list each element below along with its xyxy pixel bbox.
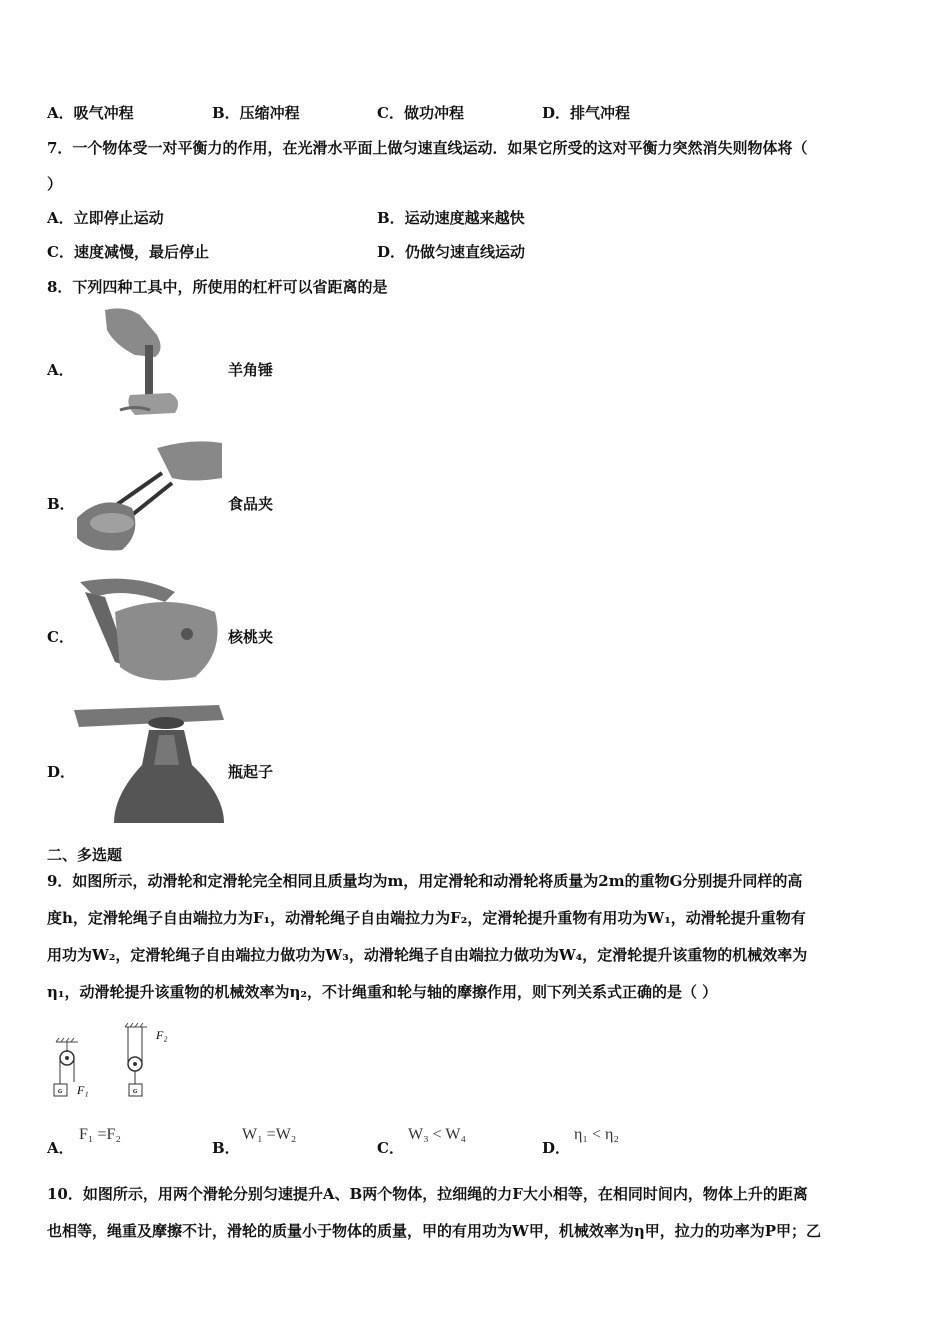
q8-option-b-name: 食品夹 [228, 495, 274, 513]
movable-pulley-weight-label: G [133, 1089, 138, 1095]
q7-stem-line2: ） [47, 175, 63, 193]
q10-stem-line2: 也相等，绳重及摩擦不计，滑轮的质量小于物体的质量，甲的有用功为W甲，机械效率为η甲，拉力的功率为P甲；乙 [47, 1222, 822, 1240]
q8-option-a-name: 羊角锤 [228, 361, 274, 379]
q9-option-d-letter: D． [542, 1139, 571, 1157]
q6-option-d: D．排气冲程 [542, 104, 631, 122]
q7-option-b: B．运动速度越来越快 [377, 209, 525, 227]
q6-option-b: B．压缩冲程 [212, 104, 300, 122]
q9-option-b-letter: B． [212, 1139, 240, 1157]
q8-stem: 8．下列四种工具中，所使用的杠杆可以省距离的是 [47, 278, 388, 296]
q9-option-d-formula: η₁ < η₂ [574, 1126, 619, 1143]
q9-stem-line1: 9．如图所示，动滑轮和定滑轮完全相同且质量均为m，用定滑轮和动滑轮将质量为2m的重物G分别提升同样的高 [47, 872, 803, 890]
pulley-diagram [50, 1022, 190, 1102]
nutcracker-image [75, 572, 225, 690]
q10-stem-line1: 10．如图所示，用两个滑轮分别匀速提升A、B两个物体，拉细绳的力F大小相等，在相同时间内，物体上升的距离 [47, 1185, 808, 1203]
q8-option-d-name: 瓶起子 [228, 763, 274, 781]
q8-option-d-letter: D． [47, 763, 76, 781]
food-tongs-image [72, 438, 227, 554]
q7-stem-line1: 7．一个物体受一对平衡力的作用，在光滑水平面上做匀速直线运动．如果它所受的这对平衡力突然消失则物体将（ [47, 139, 808, 157]
q7-option-d: D．仍做匀速直线运动 [377, 243, 526, 261]
q6-option-c: C．做功冲程 [377, 104, 464, 122]
section-title: 二、多选题 [47, 846, 123, 864]
f2-label: F₂ [156, 1028, 168, 1042]
bottle-opener-image [74, 705, 229, 823]
q8-option-c-name: 核桃夹 [228, 628, 274, 646]
q9-stem-line2: 度h，定滑轮绳子自由端拉力为F₁，动滑轮绳子自由端拉力为F₂，定滑轮提升重物有用功为W₁，动滑轮提升重物有 [47, 909, 806, 927]
claw-hammer-image [95, 305, 185, 423]
f1-label: F₁ [77, 1083, 89, 1097]
fixed-pulley-weight-label: G [58, 1089, 63, 1095]
q9-option-c-formula: W₃ < W₄ [408, 1126, 467, 1143]
q9-option-c-letter: C． [377, 1139, 404, 1157]
q6-option-a: A．吸气冲程 [47, 104, 134, 122]
q8-option-c-letter: C． [47, 628, 74, 646]
q9-option-a-letter: A． [47, 1139, 74, 1157]
q9-option-b-formula: W₁ =W₂ [242, 1126, 297, 1143]
q8-option-b-letter: B． [47, 495, 75, 513]
q9-stem-line3: 用功为W₂，定滑轮绳子自由端拉力做功为W₃，动滑轮绳子自由端拉力做功为W₄，定滑轮提升该重物的机械效率为 [47, 946, 808, 964]
q7-option-c: C．速度减慢，最后停止 [47, 243, 209, 261]
q9-option-a-formula: F₁ =F₂ [79, 1126, 121, 1143]
q8-option-a-letter: A． [47, 361, 74, 379]
q7-option-a: A．立即停止运动 [47, 209, 164, 227]
q9-stem-line4: η₁，动滑轮提升该重物的机械效率为η₂，不计绳重和轮与轴的摩擦作用，则下列关系式正确的是（ ） [47, 983, 718, 1001]
